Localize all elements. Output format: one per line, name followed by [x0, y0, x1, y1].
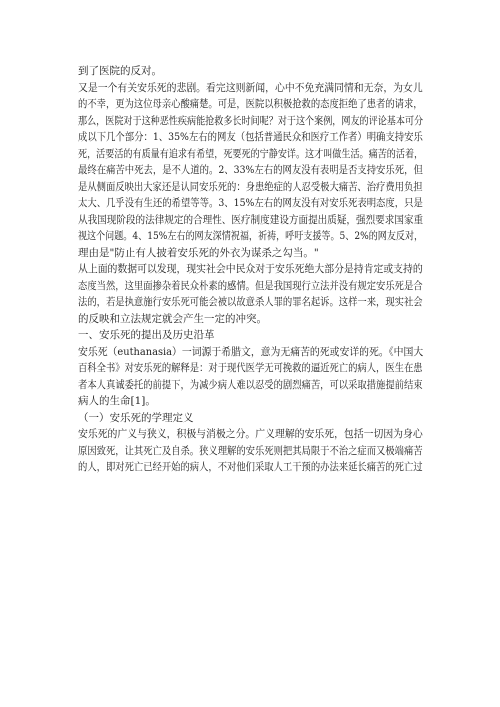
section-heading: 一、安乐死的提出及历史沿革	[78, 329, 215, 341]
text-line: 安乐死的广义与狭义，积极与消极之分。广义理解的安乐死，包括一切因为身心	[78, 428, 423, 440]
text-line: 的人，即对死亡已经开始的病人，不对他们采取人工干预的办法来延长痛苦的死亡过	[78, 461, 423, 473]
text-line: 到了医院的反对。	[78, 65, 162, 77]
text-line: 病人的生命[1]。	[78, 395, 156, 407]
text-line: 是从侧面反映出大家还是认同安乐死的：身患绝症的人忍受极大痛苦、治疗费用负担	[78, 180, 423, 193]
body-text	[78, 63, 423, 476]
text-line: 的反映和立法规定就会产生一定的冲突。	[78, 312, 267, 325]
subsection-heading: （一）安乐死的学理定义	[78, 411, 194, 424]
text-line: 死，活要活的有质量有追求有希望，死要死的宁静安详。这才叫做生活。痛苦的活着，	[78, 147, 424, 160]
text-line: 安乐死（euthanasia）一词源于希腊文，意为无痛苦的死或安详的死。《中国大	[78, 345, 424, 358]
text-line: 太大、几乎没有生还的希望等等。3、15%左右的网友没有对安乐死表明态度，只是	[78, 197, 423, 209]
text-line: 视这个问题。4、15%左右的网友深情祝福，祈祷，呼吁支援等。5、2%的网友反对，	[78, 230, 424, 242]
text-line: 从我国现阶段的法律规定的合理性、医疗制度建设方面提出质疑，强烈要求国家重	[78, 213, 424, 226]
text-line: 从上面的数据可以发现，现实社会中民众对于安乐死绝大部分是持肯定或支持的	[78, 263, 423, 275]
text-line: 最终在痛苦中死去，是不人道的。2、33%左右的网友没有表明是否支持安乐死，但	[78, 164, 423, 176]
text-line: 成以下几个部分：1、35%左右的网友（包括普通民众和医疗工作者）明确支持安乐	[78, 131, 423, 143]
text-line: 态度当然，这里面掺杂着民众朴素的感情。但是我国现行立法并没有规定安乐死是合	[78, 279, 423, 292]
text-line: 原因致死，让其死亡及自杀。狭义理解的安乐死则把其局限于不治之症而又极端痛苦	[78, 444, 423, 457]
text-line: 法的，若是执意施行安乐死可能会被以故意杀人罪的罪名起诉。这样一来，现实社会	[78, 296, 423, 308]
text-line: 又是一个有关安乐死的悲剧。看完这则新闻，心中不免充满同情和无奈，为女儿	[78, 81, 423, 94]
text-line: 者本人真诚委托的前提下，为减少病人难以忍受的剧烈痛苦，可以采取措施提前结束	[78, 378, 423, 391]
text-line: 的不幸，更为这位母亲心酸痛楚。可是，医院以积极抢救的态度拒绝了患者的请求，	[78, 98, 423, 110]
text-line: 理由是"防止有人披着安乐死的外衣为谋杀之勾当。"	[78, 246, 319, 259]
text-line: 那么，医院对于这种恶性疾病能抢救多长时间呢？对于这个案例，网友的评论基本可分	[78, 114, 424, 127]
text-line: 百科全书》对安乐死的解释是：对于现代医学无可挽救的逼近死亡的病人，医生在患	[78, 362, 423, 374]
